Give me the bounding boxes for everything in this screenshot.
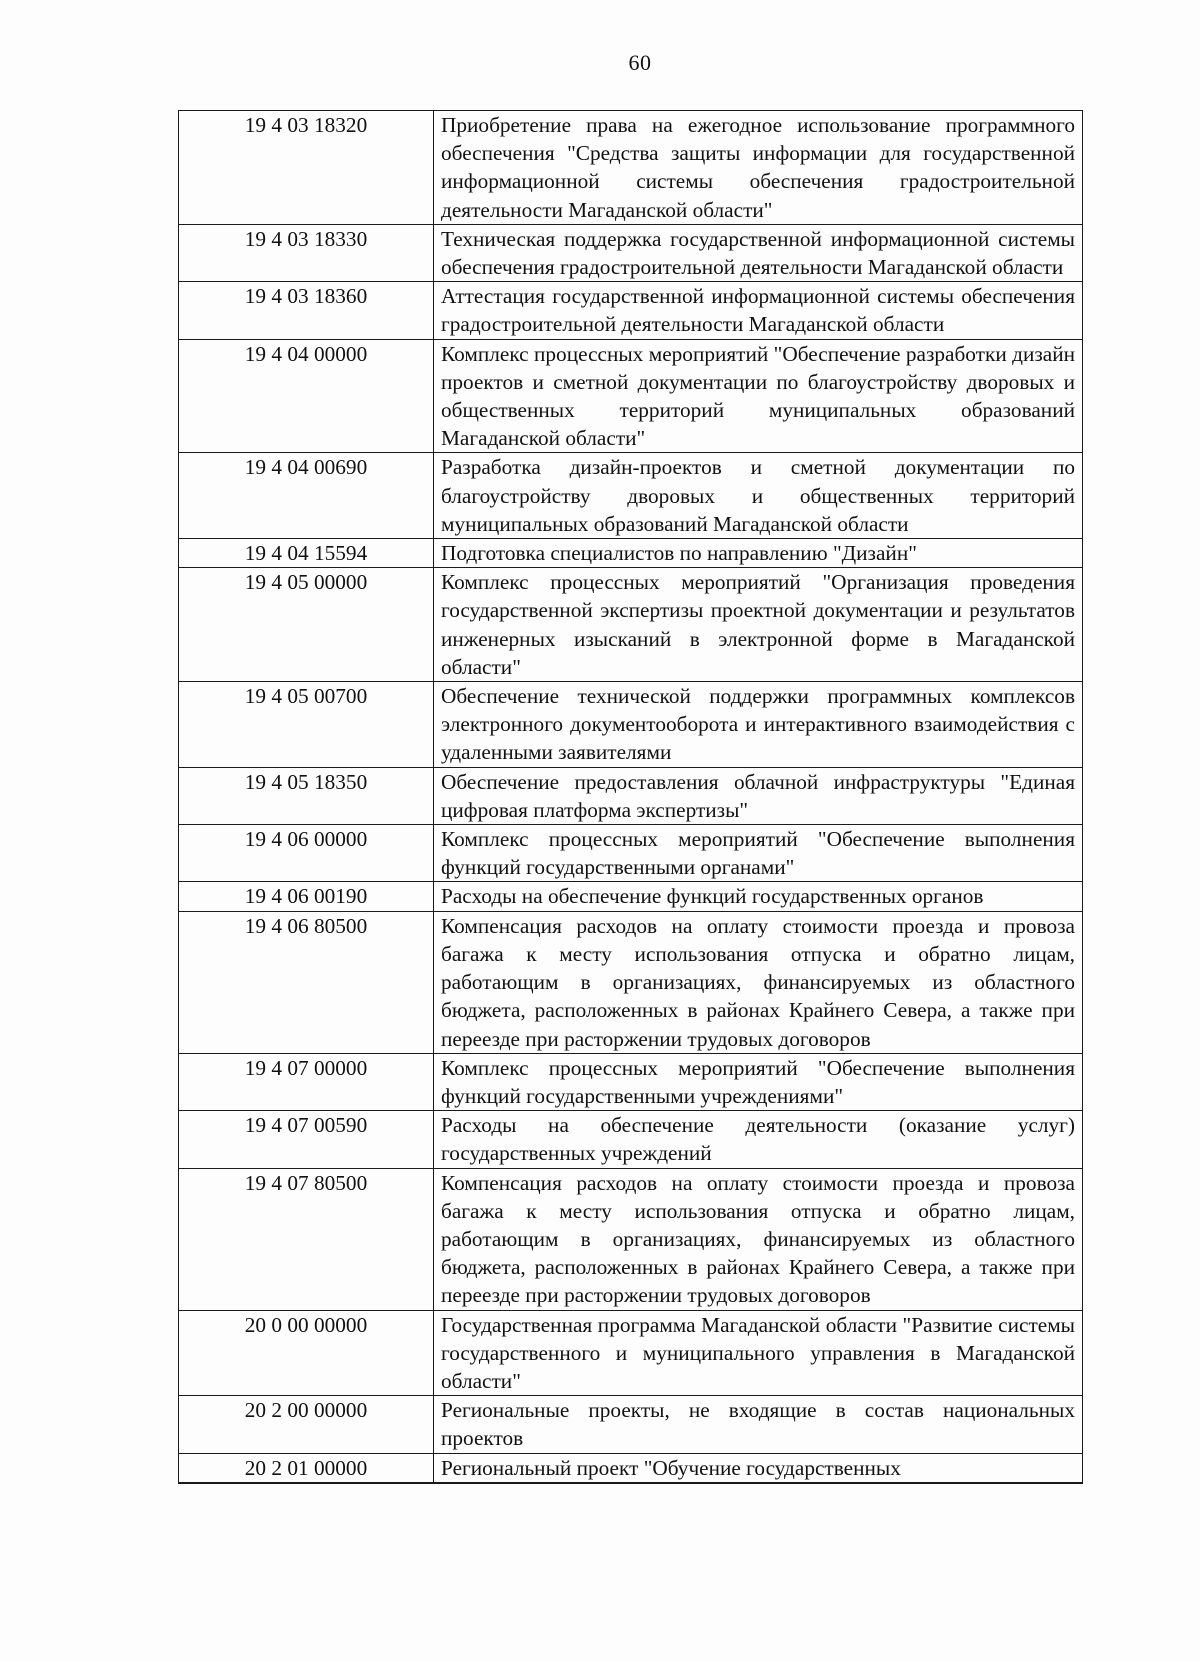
description-cell: Региональные проекты, не входящие в состав национальных проектов [434, 1396, 1083, 1453]
table-row [179, 339, 1083, 453]
description-cell: Подготовка специалистов по направлению "Дизайн" [434, 539, 1083, 568]
code-cell: 19 4 07 00000 [179, 1053, 434, 1110]
code-cell: 20 2 00 00000 [179, 1396, 434, 1453]
description-cell: Государственная программа Магаданской области "Развитие системы государственного и муниципального управления в Магаданской области" [434, 1310, 1083, 1396]
code-cell: 19 4 03 18320 [179, 111, 434, 225]
table-row [179, 825, 1083, 882]
table-row [179, 682, 1083, 768]
description-cell: Обеспечение технической поддержки программных комплексов электронного документооборота и интерактивного взаимодействия с удаленными заявителями [434, 682, 1083, 768]
description-cell: Комплекс процессных мероприятий "Обеспечение выполнения функций государственными учреждениями" [434, 1053, 1083, 1110]
code-cell: 19 4 06 00190 [179, 882, 434, 911]
table-row [179, 111, 1083, 225]
code-cell: 19 4 07 00590 [179, 1111, 434, 1168]
classification-table [178, 110, 1083, 1484]
table-row [179, 1168, 1083, 1310]
code-cell: 19 4 04 00000 [179, 339, 434, 453]
description-cell: Региональный проект "Обучение государственных [434, 1453, 1083, 1483]
table-row [179, 767, 1083, 824]
code-cell: 19 4 04 00690 [179, 453, 434, 539]
description-cell: Компенсация расходов на оплату стоимости проезда и провоза багажа к месту использования отпуска и обратно лицам, работающим в организациях, финансируемых из областного бюджета, расположенных в районах Крайнего Севера, а также при переезде при расторжении трудовых договоров [434, 911, 1083, 1053]
code-cell: 19 4 05 18350 [179, 767, 434, 824]
description-cell: Техническая поддержка государственной информационной системы обеспечения градостроительной деятельности Магаданской области [434, 224, 1083, 281]
code-cell: 19 4 04 15594 [179, 539, 434, 568]
table-row [179, 1453, 1083, 1483]
code-cell: 20 2 01 00000 [179, 1453, 434, 1483]
description-cell: Расходы на обеспечение функций государственных органов [434, 882, 1083, 911]
code-cell: 19 4 05 00700 [179, 682, 434, 768]
code-cell: 19 4 06 80500 [179, 911, 434, 1053]
description-cell: Аттестация государственной информационной системы обеспечения градостроительной деятельности Магаданской области [434, 282, 1083, 339]
description-cell: Обеспечение предоставления облачной инфраструктуры "Единая цифровая платформа экспертизы" [434, 767, 1083, 824]
table-row [179, 911, 1083, 1053]
page-number: 60 [628, 50, 652, 75]
table-row [179, 882, 1083, 911]
table-row [179, 539, 1083, 568]
table-row [179, 453, 1083, 539]
description-cell: Комплекс процессных мероприятий "Организация проведения государственной экспертизы проектной документации и результатов инженерных изысканий в электронной форме в Магаданской области" [434, 568, 1083, 682]
description-cell: Компенсация расходов на оплату стоимости проезда и провоза багажа к месту использования отпуска и обратно лицам, работающим в организациях, финансируемых из областного бюджета, расположенных в районах Крайнего Севера, а также при переезде при расторжении трудовых договоров [434, 1168, 1083, 1310]
code-cell: 19 4 03 18360 [179, 282, 434, 339]
code-cell: 19 4 05 00000 [179, 568, 434, 682]
table-row [179, 224, 1083, 281]
table-row [179, 568, 1083, 682]
code-cell: 20 0 00 00000 [179, 1310, 434, 1396]
description-cell: Комплекс процессных мероприятий "Обеспечение разработки дизайн проектов и сметной документации по благоустройству дворовых и общественных территорий муниципальных образований Магаданской области" [434, 339, 1083, 453]
table-row [179, 282, 1083, 339]
code-cell: 19 4 07 80500 [179, 1168, 434, 1310]
table-row [179, 1310, 1083, 1396]
code-cell: 19 4 03 18330 [179, 224, 434, 281]
description-cell: Приобретение права на ежегодное использование программного обеспечения "Средства защиты информации для государственной информационной системы обеспечения градостроительной деятельности Магаданской области" [434, 111, 1083, 225]
table-row [179, 1396, 1083, 1453]
description-cell: Расходы на обеспечение деятельности (оказание услуг) государственных учреждений [434, 1111, 1083, 1168]
description-cell: Комплекс процессных мероприятий "Обеспечение выполнения функций государственными органами" [434, 825, 1083, 882]
description-cell: Разработка дизайн-проектов и сметной документации по благоустройству дворовых и общественных территорий муниципальных образований Магаданской области [434, 453, 1083, 539]
table-row [179, 1053, 1083, 1110]
table-row [179, 1111, 1083, 1168]
code-cell: 19 4 06 00000 [179, 825, 434, 882]
